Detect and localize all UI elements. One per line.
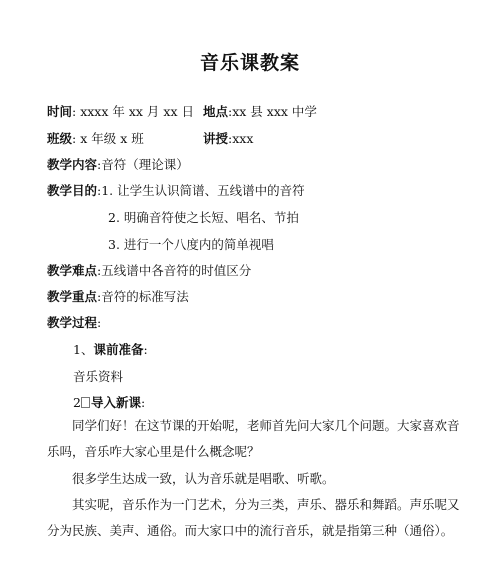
place-label: 地点 (203, 104, 229, 119)
goal-item: 3. 进行一个八度内的简单视唱 (108, 237, 274, 252)
body-paragraph: 很多学生达成一致，认为音乐就是唱歌、听歌。 (72, 471, 335, 486)
body-paragraph: 其实呢，音乐作为一门艺术，分为三类，声乐、器乐和舞蹈。声乐呢又分为民族、美声、通俗。而大家口中的流行音乐，就是指第三种（通俗）。 (47, 497, 460, 538)
body-paragraph: 同学们好！在这节课的开始呢，老师首先问大家几个问题。大家喜欢音乐吗，音乐咋大家心里是什么概念呢？ (47, 418, 460, 459)
difficulty-value: 五线谱中各音符的时值区分 (101, 263, 252, 278)
step2-number: 2 (73, 395, 81, 410)
step1-row (73, 342, 148, 358)
content-label: 教学内容 (47, 157, 98, 172)
difficulty-row: 教学难点:五线谱中各音符的时值区分 (47, 263, 252, 278)
step1-material: 音乐资料 (73, 369, 124, 384)
process-row: 教学过程: (47, 315, 102, 330)
class-label: 班级 (47, 131, 73, 146)
goals-row: 教学目的:1. 让学生认识简谱、五线谱中的音符 (47, 183, 305, 198)
place-row: 地点:xx 县 xxx 中学 (203, 104, 317, 119)
time-value: xxxx 年 xx 月 xx 日 (80, 104, 194, 119)
missing-glyph-box (81, 397, 90, 408)
class-value: x 年级 x 班 (80, 131, 144, 146)
time-row: 时间: xxxx 年 xx 月 xx 日 (47, 104, 194, 119)
step1-number: 1、 (73, 342, 94, 357)
difficulty-label: 教学难点 (47, 263, 98, 278)
goals-label: 教学目的 (47, 183, 98, 198)
content-row: 教学内容:音符（理论课） (47, 157, 189, 172)
class-row: 班级: x 年级 x 班 (47, 131, 144, 146)
teacher-label: 讲授 (203, 131, 229, 146)
step2-row (73, 395, 145, 411)
key-point-value: 音符的标准写法 (101, 289, 189, 304)
step1-colon: : (143, 342, 148, 357)
goal-item: 2. 明确音符使之长短、唱名、节拍 (108, 210, 299, 225)
page-title: 音乐课教案 (199, 52, 300, 74)
goal-item: 1. 让学生认识简谱、五线谱中的音符 (101, 183, 305, 198)
teacher-value: xxx (232, 131, 254, 146)
place-value: xx 县 xxx 中学 (232, 104, 317, 119)
content-value: 音符（理论课） (101, 157, 189, 172)
key-point-label: 教学重点 (47, 289, 98, 304)
key-point-row: 教学重点:音符的标准写法 (47, 289, 189, 304)
step1-label: 课前准备 (93, 342, 144, 357)
time-label: 时间 (47, 104, 73, 119)
step2-label: 导入新课 (90, 395, 141, 410)
teacher-row: 讲授:xxx (203, 131, 254, 146)
process-label: 教学过程 (47, 315, 98, 330)
step2-colon: : (140, 395, 146, 410)
